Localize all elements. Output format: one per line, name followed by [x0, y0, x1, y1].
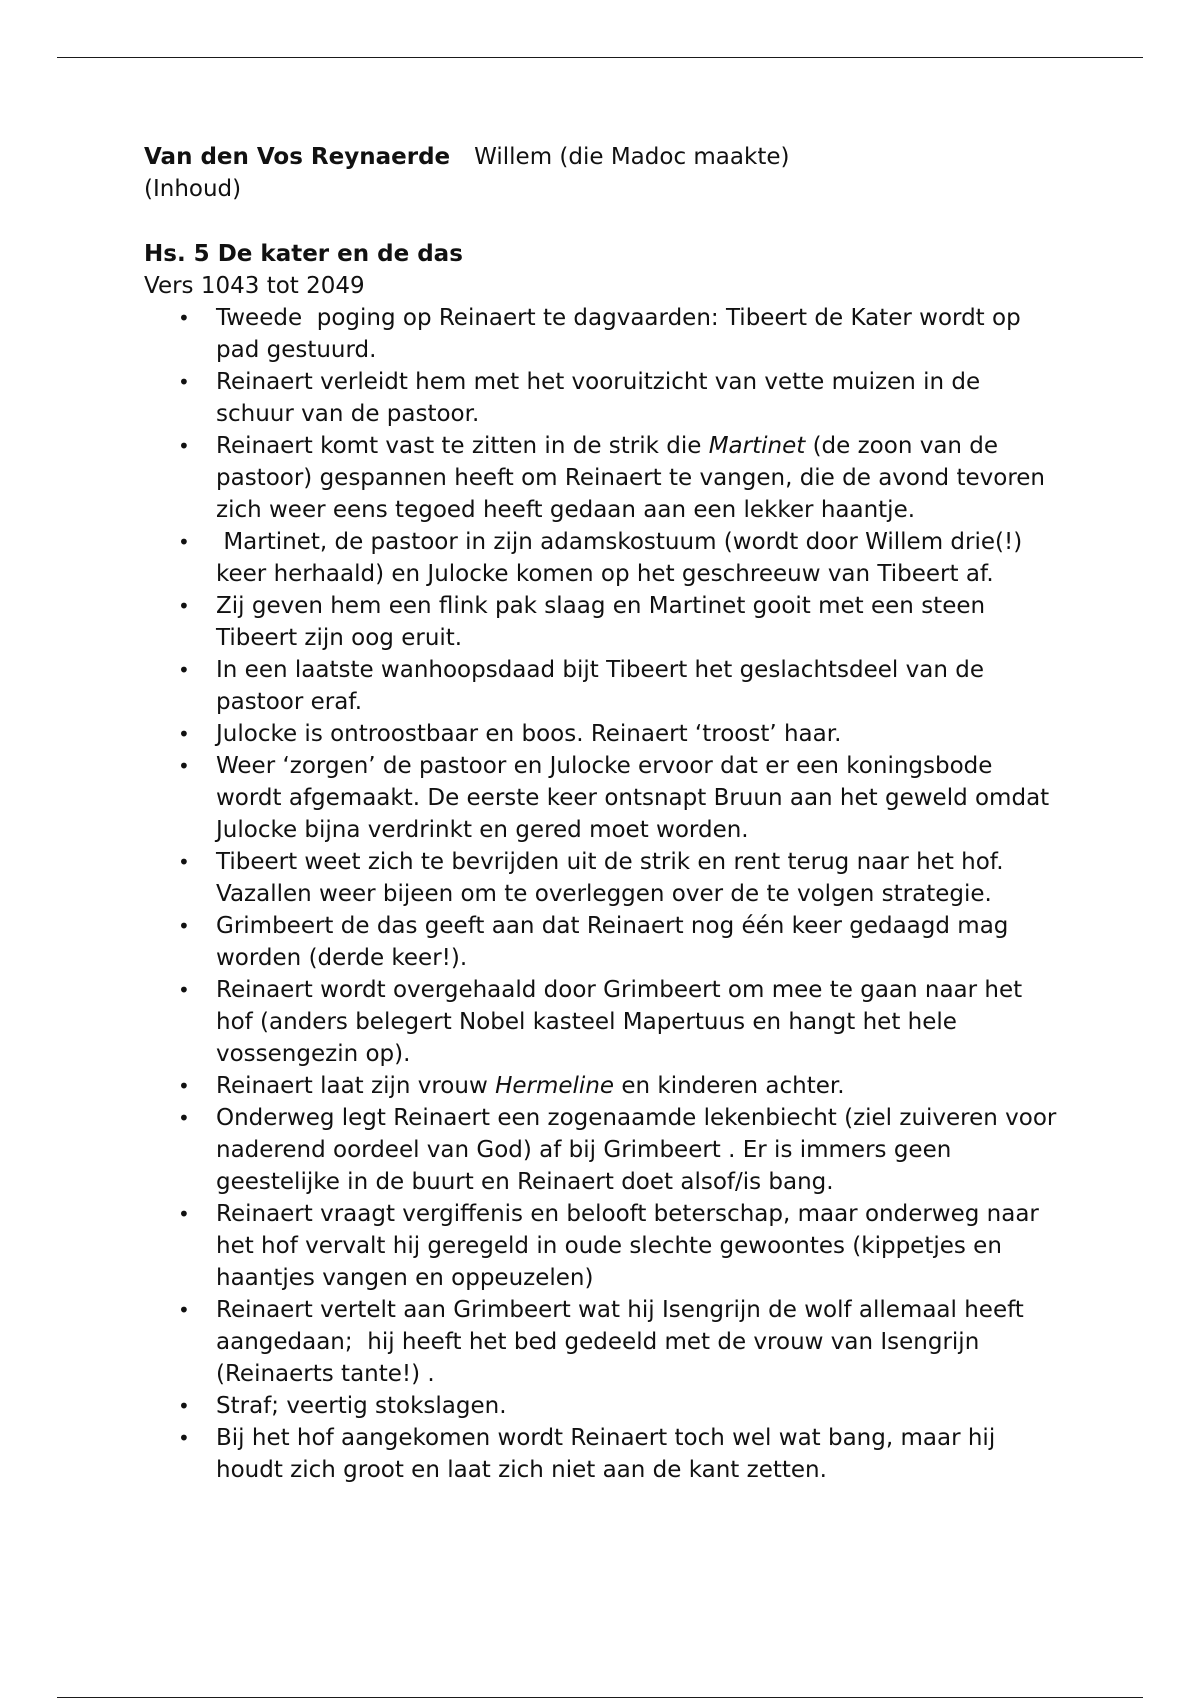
list-item-text: Tibeert weet zich te bevrijden uit de strik en rent terug naar het hof. Vazallen weer bijeen om te overleggen over de te volgen strategie.	[216, 849, 1011, 907]
verse-range: Vers 1043 tot 2049	[144, 273, 365, 299]
bullet-icon: •	[178, 530, 190, 554]
bullet-list	[144, 302, 1064, 1486]
list-item-emphasis: Hermeline	[495, 1073, 615, 1099]
list-item-text: Julocke is ontroostbaar en boos. Reinaert ‘troost’ haar.	[216, 721, 842, 747]
list-item	[144, 430, 1064, 526]
bullet-icon: •	[178, 434, 190, 458]
title-line	[144, 141, 1064, 173]
list-item	[144, 1294, 1064, 1390]
bullet-icon: •	[178, 658, 190, 682]
list-item-emphasis: Martinet	[708, 433, 806, 459]
document-title: Van den Vos Reynaerde	[144, 144, 451, 170]
list-item	[144, 910, 1064, 974]
bullet-icon: •	[178, 754, 190, 778]
bullet-icon: •	[178, 594, 190, 618]
list-item-text: Martinet, de pastoor in zijn adamskostuum (wordt door Willem drie(!) keer herhaald) en Julocke komen op het geschreeuw van Tibeert af.	[216, 529, 1030, 587]
bullet-icon: •	[178, 306, 190, 330]
top-rule	[57, 57, 1143, 58]
bullet-icon: •	[178, 722, 190, 746]
list-item-text: Reinaert laat zijn vrouw	[216, 1073, 496, 1099]
bullet-icon: •	[178, 1106, 190, 1130]
list-item-text: Reinaert vraagt vergiffenis en belooft beterschap, maar onderweg naar het hof vervalt hij geregeld in oude slechte gewoontes (kippetjes en haantjes vangen en oppeuzelen)	[216, 1201, 1047, 1291]
document-subtitle: (Inhoud)	[144, 176, 242, 202]
bullet-icon: •	[178, 850, 190, 874]
list-item-text: In een laatste wanhoopsdaad bijt Tibeert het geslachtsdeel van de pastoor eraf.	[216, 657, 992, 715]
bullet-icon: •	[178, 1298, 190, 1322]
list-item-text: Tweede poging op Reinaert te dagvaarden: Tibeert de Kater wordt op pad gestuurd.	[216, 305, 1028, 363]
list-item	[144, 590, 1064, 654]
list-item-text: en kinderen achter.	[614, 1073, 845, 1099]
list-item-text: (de zoon van de pastoor) gespannen heeft om Reinaert te vangen, die de avond tevoren zich weer eens tegoed heeft gedaan aan een lekker haantje.	[216, 433, 1053, 523]
section-heading: Hs. 5 De kater en de das	[144, 241, 463, 267]
list-item	[144, 974, 1064, 1070]
bullet-icon: •	[178, 1426, 190, 1450]
list-item-text: Zij geven hem een flink pak slaag en Martinet gooit met een steen Tibeert zijn oog eruit.	[216, 593, 993, 651]
bullet-icon: •	[178, 1394, 190, 1418]
list-item	[144, 750, 1064, 846]
list-item	[144, 1390, 1064, 1422]
list-item-text: Weer ‘zorgen’ de pastoor en Julocke ervoor dat er een koningsbode wordt afgemaakt. De eerste keer ontsnapt Bruun aan het geweld omdat Julocke bijna verdrinkt en gered moet worden.	[216, 753, 1057, 843]
list-item-text: Bij het hof aangekomen wordt Reinaert toch wel wat bang, maar hij houdt zich groot en laat zich niet aan de kant zetten.	[216, 1425, 1003, 1483]
list-item	[144, 846, 1064, 910]
list-item	[144, 526, 1064, 590]
list-item	[144, 1422, 1064, 1486]
list-item-text: Reinaert komt vast te zitten in de strik die	[216, 433, 709, 459]
list-item	[144, 1198, 1064, 1294]
list-item-text: Reinaert verleidt hem met het vooruitzicht van vette muizen in de schuur van de pastoor.	[216, 369, 988, 427]
list-item	[144, 1070, 1064, 1102]
bullet-icon: •	[178, 370, 190, 394]
document-body	[144, 141, 1064, 1486]
list-item-text: Reinaert vertelt aan Grimbeert wat hij Isengrijn de wolf allemaal heeft aangedaan; hij heeft het bed gedeeld met de vrouw van Isengrijn (Reinaerts tante!) .	[216, 1297, 1032, 1387]
document-author: Willem (die Madoc maakte)	[474, 144, 790, 170]
list-item	[144, 366, 1064, 430]
bottom-rule	[57, 1697, 1143, 1698]
list-item	[144, 1102, 1064, 1198]
list-item-text: Straf; veertig stokslagen.	[216, 1393, 507, 1419]
list-item	[144, 302, 1064, 366]
list-item-text: Reinaert wordt overgehaald door Grimbeert om mee te gaan naar het hof (anders belegert Nobel kasteel Mapertuus en hangt het hele vossengezin op).	[216, 977, 1030, 1067]
list-item-text: Onderweg legt Reinaert een zogenaamde lekenbiecht (ziel zuiveren voor naderend oordeel van God) af bij Grimbeert . Er is immers geen geestelijke in de buurt en Reinaert doet alsof/is bang.	[216, 1105, 1064, 1195]
bullet-icon: •	[178, 1202, 190, 1226]
list-item-text: Grimbeert de das geeft aan dat Reinaert nog één keer gedaagd mag worden (derde keer!).	[216, 913, 1016, 971]
bullet-icon: •	[178, 978, 190, 1002]
list-item	[144, 654, 1064, 718]
bullet-icon: •	[178, 1074, 190, 1098]
list-item	[144, 718, 1064, 750]
bullet-icon: •	[178, 914, 190, 938]
